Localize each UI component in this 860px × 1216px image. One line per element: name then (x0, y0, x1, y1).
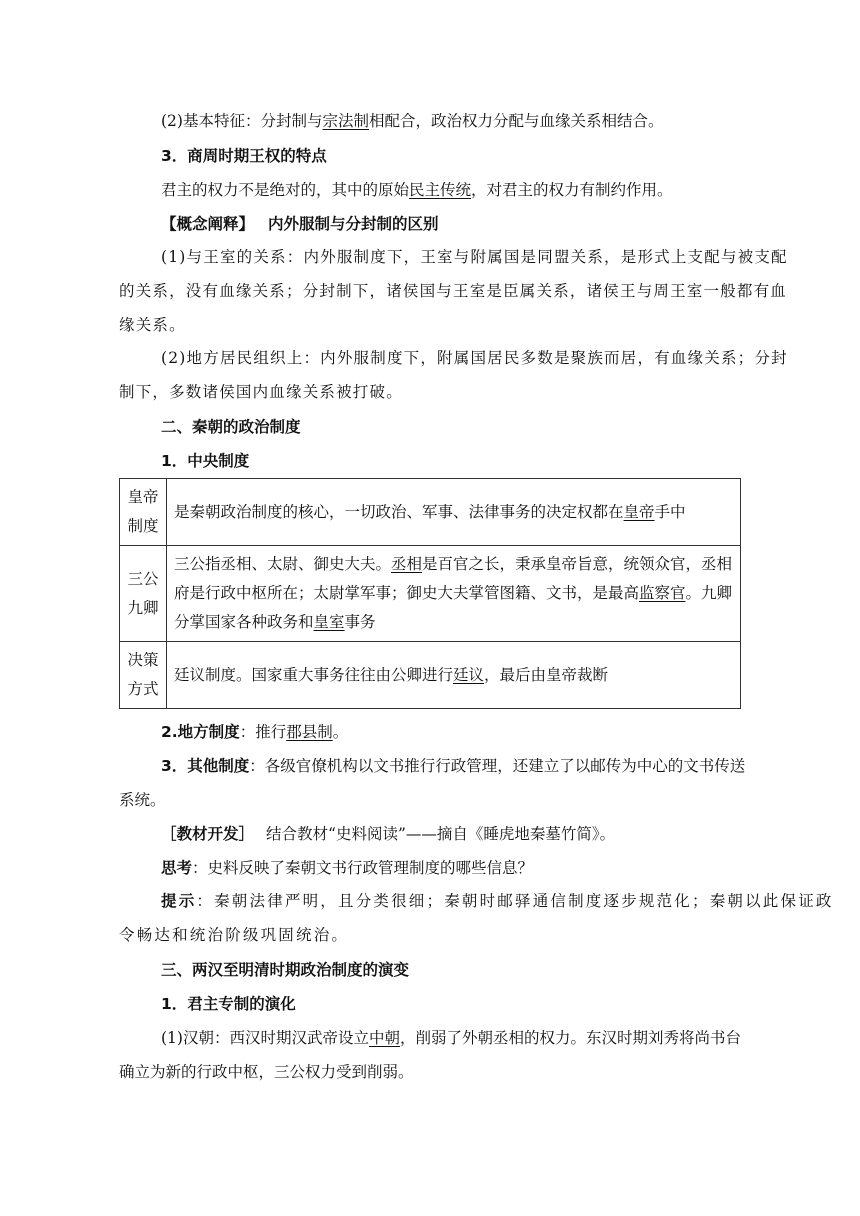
han-paragraph-line1 (161, 1027, 741, 1049)
other-system-line1 (161, 755, 745, 777)
underlined-term: 皇帝 (623, 502, 655, 521)
text: ：推行 (239, 723, 287, 741)
concept-label: 【概念阐释】 (161, 215, 255, 233)
underlined-term: 皇室 (313, 613, 345, 631)
subsection-heading: 1．中央制度 (161, 452, 250, 470)
concept-heading (161, 213, 439, 235)
row-header-line: 方式 (127, 680, 159, 698)
bold-label: 提示 (161, 892, 197, 910)
text: ：史料反映了秦朝文书行政管理制度的哪些信息？ (192, 859, 534, 877)
section-heading: 3．商周时期王权的特点 (161, 147, 327, 165)
text: ：各级官僚机构以文书推行行政管理，还建立了以邮传为中心的文书传送 (249, 757, 746, 775)
bold-label: 3．其他制度 (161, 757, 250, 775)
row-header (120, 479, 167, 546)
concept-p1-line2: 的关系，没有血缘关系；分封制下，诸侯国与王室是臣属关系，诸侯王与周王室一般都有血 (119, 282, 788, 300)
text: 是百官之长，秉承皇帝旨意，统领众官，丞相 (422, 555, 733, 573)
kingship-paragraph (161, 179, 673, 201)
text: 廷议制度。国家重大事务往往由公卿进行 (174, 665, 454, 684)
underlined-term: 宗法制 (322, 112, 369, 130)
row-header-line: 皇帝 (127, 488, 159, 506)
text: 。 (332, 723, 349, 741)
section-heading: 三、两汉至明清时期政治制度的演变 (161, 961, 410, 979)
row-header-line: 三公 (127, 569, 159, 588)
text: 分掌国家各种政务和 (174, 613, 314, 631)
row-header-line: 决策 (127, 651, 159, 669)
text: 。九卿 (685, 584, 733, 602)
section-heading: 二、秦朝的政治制度 (161, 418, 301, 436)
hint-line1 (161, 890, 834, 912)
text: ，最后由皇帝裁断 (484, 665, 609, 684)
underlined-term: 中朝 (368, 1029, 400, 1047)
bold-label: ［教材开发］ (161, 825, 255, 843)
think-question (161, 857, 533, 879)
text: ：秦朝法律严明，且分类很细；秦朝时邮驿通信制度逐步规范化；秦朝以此保证政 (196, 892, 834, 910)
table-row (120, 479, 741, 546)
table-cell (167, 479, 741, 546)
text: 事务 (344, 613, 376, 631)
underlined-term: 民主传统 (409, 181, 472, 199)
text: 相配合，政治权力分配与血缘关系相结合。 (368, 112, 664, 130)
bold-label: 思考 (161, 859, 193, 877)
feature-paragraph (161, 110, 664, 132)
text: (2)基本特征：分封制与 (161, 112, 323, 130)
han-paragraph-line2: 确立为新的行政中枢，三公权力受到削弱。 (119, 1063, 414, 1081)
row-header-line: 九卿 (127, 598, 159, 617)
underlined-term: 郡县制 (286, 723, 333, 741)
text: 结合教材“史料阅读”——摘自《睡虎地秦墓竹简》。 (266, 825, 616, 843)
concept-p2-line1: (2)地方居民组织上：内外服制度下，附属国居民多数是聚族而居，有血缘关系；分封 (161, 349, 788, 367)
table-cell (167, 546, 741, 642)
row-header (120, 546, 167, 642)
row-header-line: 制度 (127, 517, 159, 535)
row-header (120, 642, 167, 709)
concept-p2-line2: 制下，多数诸侯国内血缘关系被打破。 (119, 383, 403, 401)
text: 三公指丞相、太尉、御史大夫。 (174, 555, 392, 573)
text: 手中 (654, 502, 686, 521)
text: 府是行政中枢所在；太尉掌军事；御史大夫掌管图籍、文书，是最高 (174, 584, 640, 602)
text: 是秦朝政治制度的核心，一切政治、军事、法律事务的决定权都在 (174, 502, 624, 521)
underlined-term: 监察官 (639, 584, 686, 602)
text: ，对君主的权力有制约作用。 (471, 181, 673, 199)
underlined-term: 廷议 (453, 665, 485, 684)
underlined-term: 丞相 (391, 555, 423, 573)
concept-title: 内外服制与分封制的区别 (268, 215, 439, 233)
text: 君主的权力不是绝对的，其中的原始 (161, 181, 410, 199)
local-system-paragraph (161, 721, 348, 743)
concept-p1-line3: 缘关系。 (119, 316, 186, 334)
table-row (120, 642, 741, 709)
text: (1)汉朝：西汉时期汉武帝设立 (161, 1029, 369, 1047)
subsection-heading: 1．君主专制的演化 (161, 995, 296, 1013)
bold-label: 2.地方制度 (161, 723, 240, 741)
textbook-dev-line (161, 823, 615, 845)
text: ，削弱了外朝丞相的权力。东汉时期刘秀将尚书台 (399, 1029, 741, 1047)
table-row (120, 546, 741, 642)
hint-line2: 令畅达和统治阶级巩固统治。 (119, 926, 350, 944)
table-cell (167, 642, 741, 709)
central-system-table (119, 478, 741, 709)
other-system-line2: 系统。 (119, 791, 166, 809)
concept-p1-line1: (1)与王室的关系：内外服制度下，王室与附属国是同盟关系，是形式上支配与被支配 (161, 248, 788, 266)
